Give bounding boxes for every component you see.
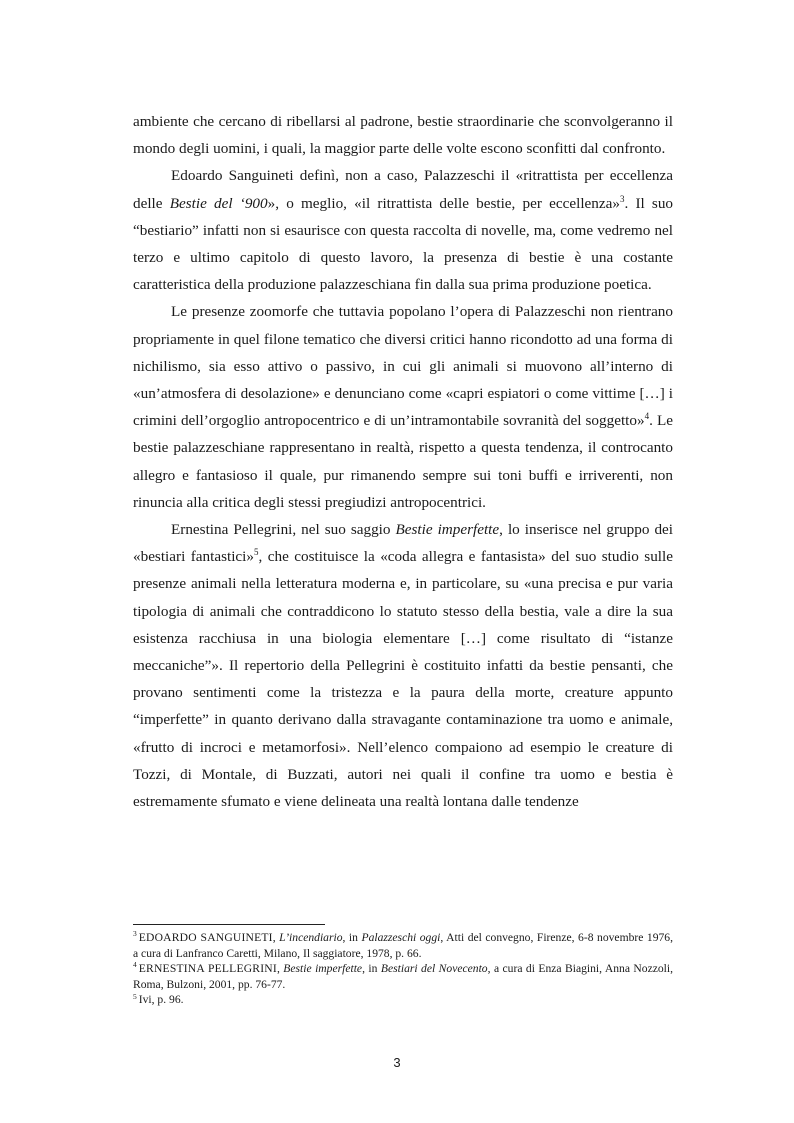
paragraph-2-text-a: Edoardo Sanguineti definì, non a caso, Palazzeschi il «ritrattista per eccellenza delle bbox=[133, 167, 673, 212]
footnote-text: , in bbox=[362, 962, 381, 976]
paragraph-1 bbox=[133, 108, 673, 162]
footnote-source: Palazzeschi oggi bbox=[361, 931, 441, 944]
paragraph-3-text-a: Le presenze zoomorfe che tuttavia popolano l’opera di Palazzeschi non rientrano propriamente in quel filone tematico che diversi critici hanno ricondotto ad una forma di nichilismo, sia esso attivo o passivo, in cui gli animali si muovono all’interno di «un’atmosfera di desolazione» e denunciano come «capri espiatori o come vittime […] i crimini dell’orgoglio antropocentrico e di un’intramontabile sovranità del soggetto» bbox=[133, 303, 673, 430]
footnote-5 bbox=[133, 992, 673, 1008]
footnote-text: , in bbox=[342, 931, 362, 944]
footnote-ref-3[interactable]: 3 bbox=[619, 193, 625, 204]
footnote-separator bbox=[133, 924, 325, 925]
footnote-text: , bbox=[272, 931, 280, 944]
paragraph-3-text-b: . Le bestie palazzeschiane rappresentano in realtà, rispetto a questa tendenza, il controcanto allegro e fantasioso il quale, pur rimanendo sempre sui toni buffi e irriverenti, non rinuncia alla critica degli stessi pregiudizi antropocentrici. bbox=[133, 412, 673, 511]
footnote-ref-4[interactable]: 4 bbox=[644, 411, 650, 422]
footnote-number: 4 bbox=[133, 960, 137, 970]
footnote-author: EDOARDO SANGUINETI bbox=[138, 931, 273, 944]
paragraph-4-text-d: , che costituisce la «coda allegra e fantasista» del suo studio sulle presenze animali nella letteratura moderna e, in particolare, su «una precisa e pur varia tipologia di animali che contraddicono lo statuto stesso della bestia, vale a dire la sua esistenza racchiusa in una biologia elementare […] come risultato di “istanze meccaniche”». Il repertorio della Pellegrini è costituito infatti da bestie pensanti, che provano sentimenti come la tristezza e la paura della morte, creature appunto “imperfette” in quanto derivano dalla stravagante contaminazione tra uomo e animale, «frutto di incroci e metamorfosi». Nell’elenco compaiono ad esempio le creature di Tozzi, di Montale, di Buzzati, autori nei quali il confine tra uomo e bestia è estremamente sfumato e viene delineata una realtà lontana dalle tendenze bbox=[133, 548, 673, 811]
footnote-text: , Atti del convegno, Firenze, 6-8 novembre 1976, a cura di Lanfranco Caretti, Milano, Il saggiatore, 1978, p. 66. bbox=[133, 931, 673, 960]
paragraph-3 bbox=[133, 298, 673, 516]
paragraph-1-text: ambiente che cercano di ribellarsi al padrone, bestie straordinarie che sconvolgeranno il mondo degli uomini, i quali, la maggior parte delle volte escono sconfitti dal confronto. bbox=[133, 113, 673, 158]
footnote-text: Ivi, p. 96. bbox=[138, 993, 184, 1007]
paragraph-4-text-a: Ernestina Pellegrini, nel suo saggio bbox=[171, 521, 396, 539]
paragraph-4 bbox=[133, 516, 673, 815]
footnote-title: L’incendiario bbox=[279, 931, 343, 944]
footnote-text: , a cura di Enza Biagini, Anna Nozzoli, Roma, Bulzoni, 2001, pp. 76-77. bbox=[133, 962, 674, 991]
paragraph-4-text-c: , lo inserisce nel gruppo dei «bestiari fantastici» bbox=[133, 521, 673, 566]
footnote-source: Bestiari del Novecento bbox=[380, 962, 488, 976]
footnote-number: 3 bbox=[133, 929, 137, 939]
footnote-text: , bbox=[276, 962, 284, 976]
footnote-title: Bestie imperfette bbox=[283, 962, 363, 976]
footnote-author: ERNESTINA PELLEGRINI bbox=[138, 962, 277, 976]
paragraph-2-text-c: », o meglio, «il ritrattista delle bestie, per eccellenza» bbox=[267, 194, 620, 212]
footnote-ref-5[interactable]: 5 bbox=[254, 547, 259, 558]
footnote-number: 5 bbox=[133, 991, 137, 1001]
footnote-3 bbox=[133, 930, 673, 961]
book-title-bestie-imperfette: Bestie imperfette bbox=[395, 521, 500, 539]
footnotes bbox=[133, 930, 673, 1008]
footnote-4 bbox=[133, 961, 673, 992]
paragraph-2 bbox=[133, 162, 673, 298]
document-body bbox=[133, 108, 673, 815]
paragraph-2-text-d: . Il suo “bestiario” infatti non si esaurisce con questa raccolta di novelle, ma, come vedremo nel terzo e ultimo capitolo di questo lavoro, la presenza di bestie è una costante caratteristica della produzione palazzeschiana fin dalla sua prima produzione poetica. bbox=[133, 194, 674, 294]
page-number: 3 bbox=[393, 1055, 401, 1070]
book-title-bestie-del-900: Bestie del ‘900 bbox=[169, 194, 268, 212]
